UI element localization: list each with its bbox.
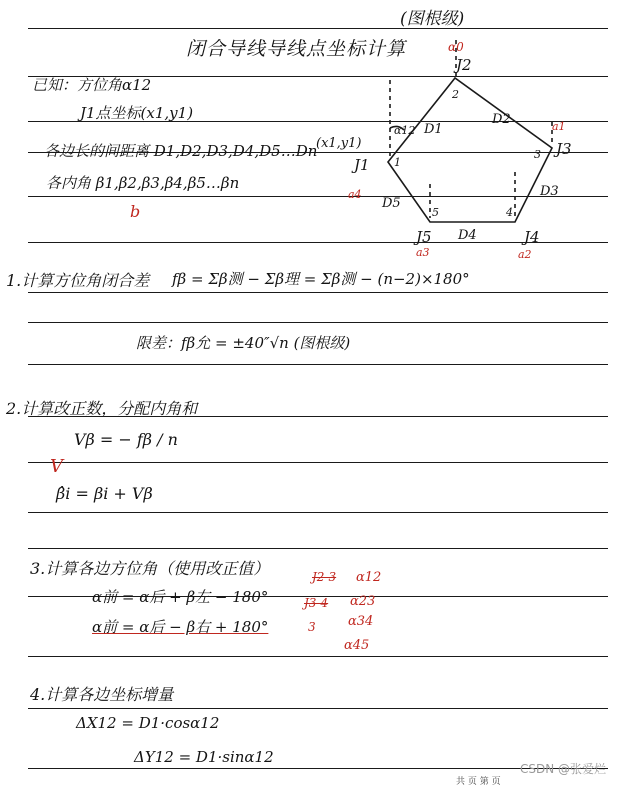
delta-x-formula: ΔX12 = D1·cosα12	[76, 714, 220, 732]
correction-formula: Vβ = − fβ / n	[74, 430, 178, 449]
red-alpha12: α12	[356, 570, 382, 585]
closure-formula: fβ = Σβ测 − Σβ理 = Σβ测 − (n−2)×180°	[172, 270, 470, 288]
red-a2: a2	[518, 248, 532, 261]
angle-2: 2	[452, 88, 459, 101]
section-3-heading: 3.计算各边方位角（使用改正值）	[30, 559, 270, 578]
known-distances: 各边长的间距离 D1,D2,D3,D4,D5…Dn	[44, 142, 318, 160]
section-2-heading: 2.计算改正数，分配内角和	[6, 399, 198, 418]
alpha12-label: α12	[394, 124, 416, 137]
point-j3: J3	[556, 140, 572, 158]
delta-y-formula: ΔY12 = D1·sinα12	[134, 748, 274, 766]
red-v-mark: V	[50, 456, 63, 477]
point-j4: J4	[524, 228, 540, 246]
azimuth-left-formula: α前 = α后 + β左 − 180°	[92, 588, 269, 606]
known-coord: J1点坐标(x1,y1)	[80, 104, 194, 122]
angle-5: 5	[432, 206, 439, 219]
known-azimuth: 已知：方位角α12	[32, 76, 152, 94]
section-1-heading: 1.计算方位角闭合差	[6, 271, 150, 290]
page-footer: 共 页 第 页	[456, 777, 501, 787]
side-d4: D4	[458, 228, 477, 243]
red-note-1: J2-3	[312, 570, 337, 584]
point-j1: J1	[354, 156, 370, 174]
side-d3: D3	[540, 184, 559, 199]
side-d5: D5	[382, 196, 401, 211]
watermark: CSDN @张爱烂	[520, 762, 607, 776]
red-a3: a3	[416, 246, 430, 259]
point-j2: J2	[456, 56, 472, 74]
j1-coords: (x1,y1)	[316, 136, 362, 151]
red-note-2: J3-4	[304, 596, 329, 610]
traverse-polygon	[388, 78, 552, 222]
side-d1: D1	[424, 122, 443, 137]
angle-3: 3	[534, 148, 541, 161]
point-j5: J5	[416, 228, 432, 246]
red-alpha34: α34	[348, 614, 374, 629]
known-angles: 各内角 β1,β2,β3,β4,β5…βn	[46, 174, 240, 192]
red-alpha23: α23	[350, 594, 376, 609]
red-a4: a4	[348, 188, 362, 201]
azimuth-right-formula: α前 = α后 − β右 + 180°	[92, 618, 269, 636]
red-note-3: 3	[308, 620, 316, 634]
adjusted-angle-formula: β̂i = βi + Vβ	[56, 484, 153, 503]
red-a1: a1	[552, 120, 566, 133]
side-d2: D2	[492, 112, 511, 127]
red-alpha0: α0	[448, 40, 464, 54]
angle-4: 4	[506, 206, 513, 219]
red-alpha45: α45	[344, 638, 370, 653]
tolerance-formula: 限差：fβ允 = ±40″√n (图根级)	[136, 334, 351, 352]
angle-1: 1	[394, 156, 401, 169]
page-title: 闭合导线导线点坐标计算	[186, 38, 407, 60]
grade-label: (图根级)	[400, 9, 465, 29]
section-4-heading: 4.计算各边坐标增量	[30, 685, 174, 704]
mark-b: b	[130, 202, 141, 221]
